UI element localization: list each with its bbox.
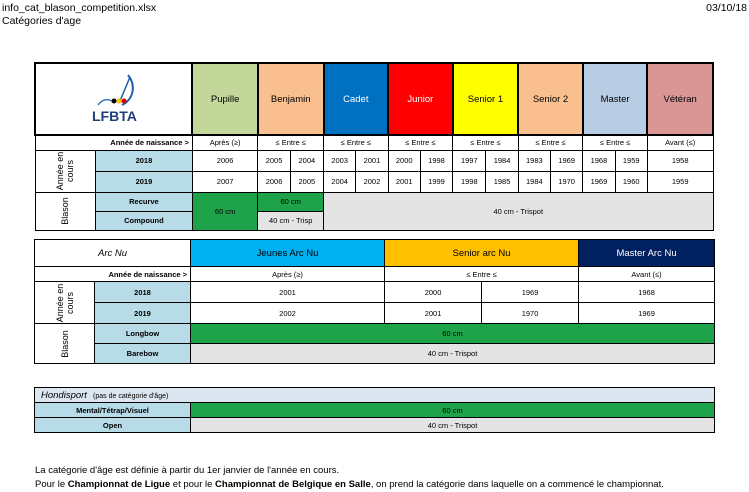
- cat-veteran: Vétéran: [647, 63, 713, 135]
- longbow-label: Longbow: [95, 324, 191, 344]
- logo-cell: [35, 63, 192, 135]
- mental-blason: 60 cm: [191, 403, 715, 418]
- barebow-blason: 40 cm - Trispot: [191, 344, 715, 364]
- table-cell: 2000: [385, 282, 482, 303]
- table-cell: 1968: [583, 150, 615, 171]
- table-cell: 2002: [356, 171, 388, 192]
- annee-cours-label: Année en cours: [35, 282, 95, 324]
- arc-nu-table: [34, 239, 715, 364]
- open-blason: 40 cm - Trispot: [191, 418, 715, 433]
- rule-senior2: ≤ Entre ≤: [518, 135, 583, 150]
- footer-note-1: La catégorie d'âge est définie à partir du 1er janvier de l'année en cours.: [35, 465, 340, 476]
- table-cell: 2005: [258, 150, 290, 171]
- table-cell: 2006: [192, 150, 258, 171]
- table-cell: 2004: [290, 150, 323, 171]
- longbow-blason: 60 cm: [191, 324, 715, 344]
- year-2018: 2018: [95, 282, 191, 303]
- annee-naissance-label: Année de naissance >: [35, 135, 192, 150]
- table-cell: 2001: [388, 171, 420, 192]
- table-cell: 1968: [579, 282, 715, 303]
- blason-label: Blason: [35, 192, 96, 230]
- table-cell: 1969: [551, 150, 583, 171]
- svg-text:LFBTA: LFBTA: [91, 107, 137, 124]
- annee-cours-label: Année en cours: [35, 150, 96, 192]
- cat-master-arc-nu: Master Arc Nu: [579, 240, 715, 267]
- table-cell: 1984: [518, 171, 550, 192]
- year-2019: 2019: [95, 303, 191, 324]
- table-cell: 1983: [518, 150, 550, 171]
- barebow-label: Barebow: [95, 344, 191, 364]
- age-category-table: [34, 62, 714, 231]
- lfbta-logo: [84, 71, 144, 126]
- arc-nu-title: Arc Nu: [35, 240, 191, 267]
- benjamin-recurve-blason: 60 cm: [258, 192, 324, 211]
- cat-senior-arc-nu: Senior arc Nu: [385, 240, 579, 267]
- table-cell: 1969: [579, 303, 715, 324]
- rule-senior: ≤ Entre ≤: [385, 267, 579, 282]
- table-cell: 1960: [615, 171, 647, 192]
- compound-label: Compound: [96, 211, 193, 230]
- table-cell: 1959: [647, 171, 713, 192]
- handisport-header: [35, 388, 715, 403]
- table-cell: 2002: [191, 303, 385, 324]
- sheet-subtitle: Catégories d'age: [2, 15, 82, 27]
- table-cell: 1959: [615, 150, 647, 171]
- table-cell: 2007: [192, 171, 258, 192]
- recurve-label: Recurve: [96, 192, 193, 211]
- cat-jeunes-arc-nu: Jeunes Arc Nu: [191, 240, 385, 267]
- rule-senior1: ≤ Entre ≤: [453, 135, 519, 150]
- table-cell: 1998: [453, 171, 486, 192]
- handisport-title: Hondisport: [41, 389, 87, 401]
- rule-cadet: ≤ Entre ≤: [324, 135, 389, 150]
- table-cell: 1969: [482, 282, 579, 303]
- cat-cadet: Cadet: [324, 63, 389, 135]
- table-cell: 2006: [258, 171, 290, 192]
- rule-pupille: Après (≥): [192, 135, 258, 150]
- rule-veteran: Avant (≤): [647, 135, 713, 150]
- table-cell: 1969: [583, 171, 615, 192]
- annee-naissance-label: Année de naissance >: [35, 267, 191, 282]
- table-cell: 2004: [324, 171, 356, 192]
- benjamin-compound-blason: 40 cm - Trisp: [258, 211, 324, 230]
- table-cell: 1958: [647, 150, 713, 171]
- table-cell: 1970: [482, 303, 579, 324]
- cat-senior2: Senior 2: [518, 63, 583, 135]
- table-cell: 1997: [453, 150, 486, 171]
- mental-label: Mental/Tétrap/Visuel: [35, 403, 191, 418]
- cat-senior1: Senior 1: [453, 63, 519, 135]
- table-cell: 2000: [388, 150, 420, 171]
- rule-master: ≤ Entre ≤: [583, 135, 648, 150]
- rule-junior: ≤ Entre ≤: [388, 135, 453, 150]
- table-cell: 1984: [486, 150, 518, 171]
- rule-jeunes: Après (≥): [191, 267, 385, 282]
- table-cell: 2003: [324, 150, 356, 171]
- cat-junior: Junior: [388, 63, 453, 135]
- others-blason: 40 cm - Trispot: [324, 192, 714, 230]
- table-cell: 2001: [385, 303, 482, 324]
- table-cell: 1970: [551, 171, 583, 192]
- year-2018: 2018: [96, 150, 193, 171]
- footer-note-2: Pour le Championnat de Ligue et pour le Championnat de Belgique en Salle, on prend la catégorie dans laquelle on a commencé le championnat.: [35, 479, 664, 490]
- rule-benjamin: ≤ Entre ≤: [258, 135, 324, 150]
- table-cell: 2001: [356, 150, 388, 171]
- table-cell: 1999: [420, 171, 452, 192]
- cat-pupille: Pupille: [192, 63, 258, 135]
- cat-master: Master: [583, 63, 648, 135]
- table-cell: 2001: [191, 282, 385, 303]
- file-name: info_cat_blason_competition.xlsx: [2, 2, 157, 14]
- year-2019: 2019: [96, 171, 193, 192]
- table-cell: 2005: [290, 171, 323, 192]
- handisport-note: (pas de catégorie d'âge): [93, 392, 169, 400]
- cat-benjamin: Benjamin: [258, 63, 324, 135]
- table-cell: 1985: [486, 171, 518, 192]
- pupille-blason: 60 cm: [192, 192, 258, 230]
- handisport-table: [34, 387, 715, 433]
- rule-master: Avant (≤): [579, 267, 715, 282]
- blason-label: Blason: [35, 324, 95, 364]
- table-cell: 1998: [420, 150, 452, 171]
- open-label: Open: [35, 418, 191, 433]
- print-date: 03/10/18: [706, 2, 747, 14]
